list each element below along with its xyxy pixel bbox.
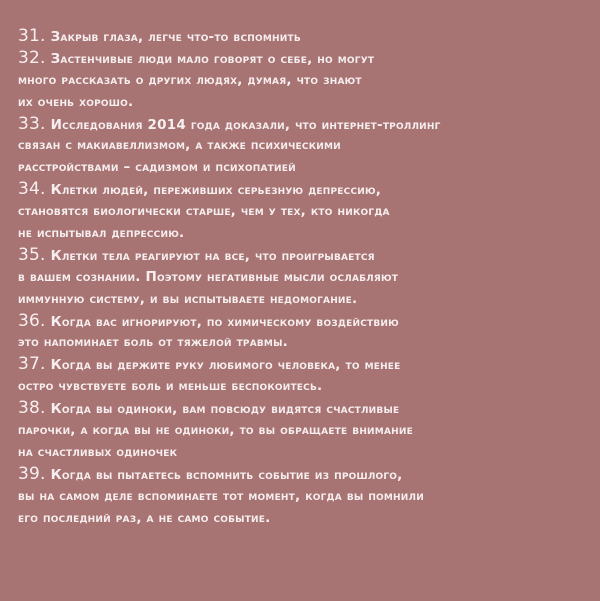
fact-line — [18, 114, 593, 136]
fact-text: Когда вы одиноки, вам повсюду видятся счастливые — [50, 401, 400, 418]
fact-text: Когда вы держите руку любимого человека, то менее — [50, 357, 401, 374]
fact-line — [18, 223, 593, 245]
fact-line — [18, 179, 593, 201]
fact-line — [18, 376, 593, 398]
fact-number: 31. — [18, 26, 46, 46]
fact-item — [18, 179, 593, 245]
fact-text: остро чувствуете боль и меньше беспокоитесь. — [18, 378, 323, 395]
fact-item — [18, 354, 593, 398]
fact-text: Исследования 2014 года доказали, что интернет-троллинг — [50, 116, 441, 133]
fact-item — [18, 464, 593, 530]
fact-text: в вашем сознании. Поэтому негативные мысли ослабляют — [18, 268, 399, 285]
fact-text: Застенчивые люди мало говорят о себе, но могут — [50, 50, 375, 67]
fact-line — [18, 157, 593, 179]
fact-item — [18, 398, 593, 464]
fact-text: иммунную систему, и вы испытываете недомогание. — [18, 290, 358, 307]
fact-line — [18, 464, 593, 486]
fact-line — [18, 70, 593, 92]
fact-line — [18, 420, 593, 442]
fact-line — [18, 92, 593, 114]
fact-item — [18, 48, 593, 114]
fact-text: Когда вас игнорируют, по химическому воздействию — [50, 313, 399, 330]
fact-text: Когда вы пытаетесь вспомнить событие из прошлого, — [50, 466, 403, 483]
fact-line — [18, 311, 593, 333]
fact-number: 35. — [18, 244, 46, 265]
fact-line — [18, 486, 593, 508]
fact-line — [18, 48, 593, 70]
fact-line — [18, 332, 593, 354]
fact-item — [18, 311, 593, 355]
fact-text: их очень хорошо. — [18, 93, 134, 110]
fact-text: на счастливых одиночек — [18, 443, 178, 460]
fact-item — [18, 114, 593, 180]
fact-number: 32. — [18, 47, 46, 68]
fact-text: много рассказать о других людях, думая, что знают — [18, 71, 362, 88]
fact-number: 37. — [18, 354, 46, 375]
fact-number: 34. — [18, 179, 46, 200]
fact-line — [18, 398, 593, 420]
fact-text: связан с макиавеллизмом, а также психическими — [18, 137, 341, 154]
facts-list — [18, 26, 593, 529]
fact-text: Клетки людей, переживших серьезную депрессию, — [50, 182, 382, 199]
fact-text: становятся биологически старше, чем у тех, кто никогда — [18, 203, 390, 220]
fact-text: не испытывал депрессию. — [18, 225, 185, 242]
fact-line — [18, 442, 593, 464]
fact-line — [18, 135, 593, 157]
fact-text: расстройствами – садизмом и психопатией — [18, 159, 296, 176]
fact-number: 39. — [18, 463, 46, 484]
fact-line — [18, 289, 593, 311]
fact-line — [18, 354, 593, 376]
fact-item — [18, 26, 593, 48]
fact-text: вы на самом деле вспоминаете тот момент, когда вы помнили — [18, 487, 424, 504]
fact-text: это напоминает боль от тяжелой травмы. — [18, 334, 288, 351]
fact-number: 36. — [18, 310, 46, 331]
fact-item — [18, 245, 593, 311]
fact-text: его последний раз, а не само событие. — [18, 509, 271, 526]
fact-line — [18, 267, 593, 289]
fact-line — [18, 201, 593, 223]
fact-number: 33. — [18, 113, 46, 134]
fact-line — [18, 245, 593, 267]
fact-line — [18, 508, 593, 530]
fact-number: 38. — [18, 398, 46, 419]
fact-text: парочки, а когда вы не одиноки, то вы обращаете внимание — [18, 422, 413, 439]
fact-text: Закрыв глаза, легче что-то вспомнить — [50, 29, 301, 45]
fact-line — [18, 26, 593, 48]
fact-text: Клетки тела реагируют на все, что проигрывается — [50, 247, 375, 264]
